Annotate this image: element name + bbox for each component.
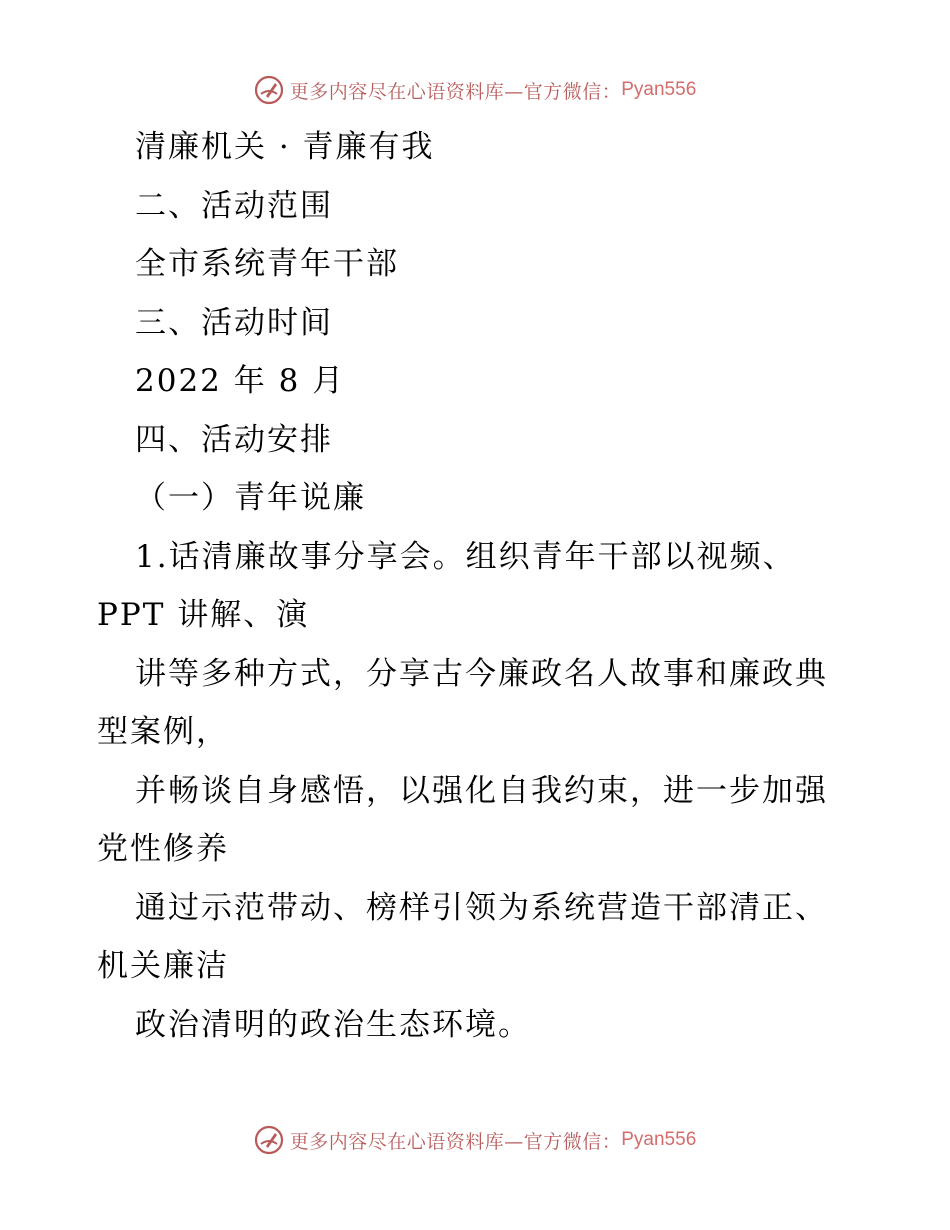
book-pen-logo-icon — [254, 75, 284, 105]
banner-text: 更多内容尽在心语资料库—官方微信： — [289, 80, 622, 103]
book-pen-logo-icon — [254, 1125, 284, 1155]
wechat-id: Pyan556 — [621, 79, 697, 100]
section-heading: 二、活动范围 — [135, 187, 333, 224]
paragraph-line: 型案例， — [97, 714, 229, 750]
banner-text: 更多内容尽在心语资料库—官方微信： — [289, 1130, 622, 1153]
subsection-heading: （一）青年说廉 — [135, 480, 366, 516]
document-body — [97, 118, 867, 1054]
paragraph-line: 通过示范带动、榜样引领为系统营造干部清正、 — [135, 889, 828, 926]
paragraph-line: 并畅谈自身感悟，以强化自我约束，进一步加强 — [135, 772, 828, 809]
body-line: 全市系统青年干部 — [135, 246, 399, 282]
paragraph-line: 机关廉洁 — [97, 948, 229, 984]
paragraph-line: 1.话清廉故事分享会。组织青年干部以视频、 — [135, 538, 796, 575]
header-banner — [0, 70, 950, 110]
footer-banner — [0, 1120, 950, 1160]
body-line: 2022 年 8 月 — [135, 363, 346, 399]
paragraph-line: 党性修养 — [97, 831, 229, 867]
wechat-id: Pyan556 — [621, 1129, 697, 1150]
section-heading: 四、活动安排 — [135, 421, 333, 458]
section-heading: 三、活动时间 — [135, 304, 333, 341]
body-line: 清廉机关 · 青廉有我 — [135, 129, 435, 165]
paragraph-line: 讲等多种方式，分享古今廉政名人故事和廉政典 — [135, 655, 828, 692]
paragraph-line: 政治清明的政治生态环境。 — [135, 1006, 531, 1043]
paragraph-line: PPT 讲解、演 — [97, 597, 310, 633]
